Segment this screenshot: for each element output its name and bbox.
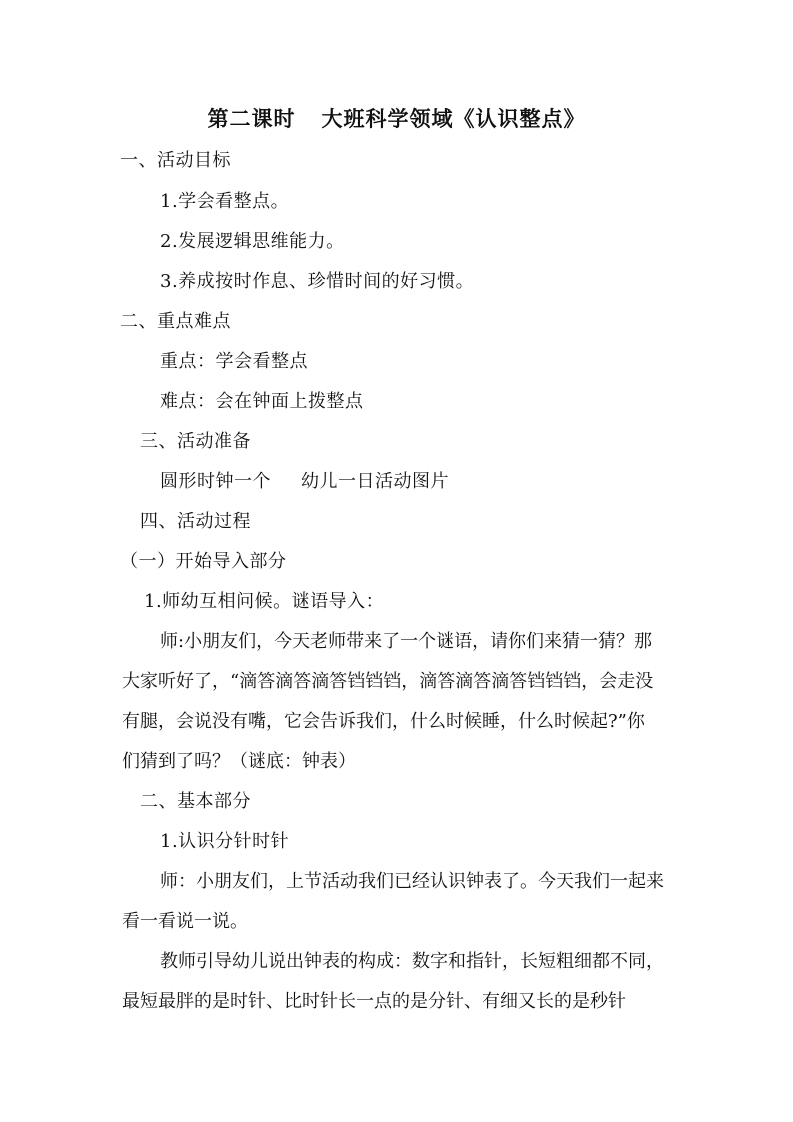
intro-step: 1.师幼互相问候。谜语导入： <box>144 591 385 612</box>
difficulty-item: 难点：会在钟面上拨整点 <box>160 391 364 412</box>
basic-heading: 二、基本部分 <box>140 791 251 812</box>
prep-item-clock: 圆形时钟一个 <box>160 471 271 492</box>
riddle-line-1: 师:小朋友们，今天老师带来了一个谜语，请你们来猜一猜？那 <box>160 631 653 652</box>
teacher-line-2: 看一看说一说。 <box>122 911 248 932</box>
title-lesson: 第二课时 <box>207 107 296 131</box>
goal-item-1: 1.学会看整点。 <box>160 191 290 212</box>
goals-heading: 一、活动目标 <box>120 150 231 171</box>
title-topic: 大班科学领域《认识整点》 <box>321 107 586 131</box>
guide-line-2: 最短最胖的是时针、比时针长一点的是分针、有细又长的是秒针 <box>122 991 626 1012</box>
prep-item-pictures: 幼儿一日活动图片 <box>301 471 449 492</box>
keypoints-heading: 二、重点难点 <box>120 311 231 332</box>
guide-line-1: 教师引导幼儿说出钟表的构成：数字和指针，长短粗细都不同， <box>160 951 664 972</box>
basic-step: 1.认识分针时针 <box>160 831 290 852</box>
goal-item-2: 2.发展逻辑思维能力。 <box>160 231 345 252</box>
goal-item-3: 3.养成按时作息、珍惜时间的好习惯。 <box>160 271 475 292</box>
intro-heading: （一）开始导入部分 <box>120 551 287 572</box>
keypoint-item: 重点：学会看整点 <box>160 351 308 372</box>
riddle-line-2: 大家听好了，“滴答滴答滴答铛铛铛，滴答滴答滴答铛铛铛，会走没 <box>122 671 654 692</box>
process-heading: 四、活动过程 <box>140 511 251 532</box>
riddle-line-4: 们猜到了吗？（谜底：钟表） <box>122 751 356 772</box>
prep-heading: 三、活动准备 <box>140 431 251 452</box>
teacher-line-1: 师：小朋友们，上节活动我们已经认识钟表了。今天我们一起来 <box>160 871 664 892</box>
prep-items <box>160 471 449 493</box>
document-title <box>0 106 793 132</box>
riddle-line-3: 有腿，会说没有嘴，它会告诉我们，什么时候睡，什么时候起?”你 <box>122 711 645 732</box>
